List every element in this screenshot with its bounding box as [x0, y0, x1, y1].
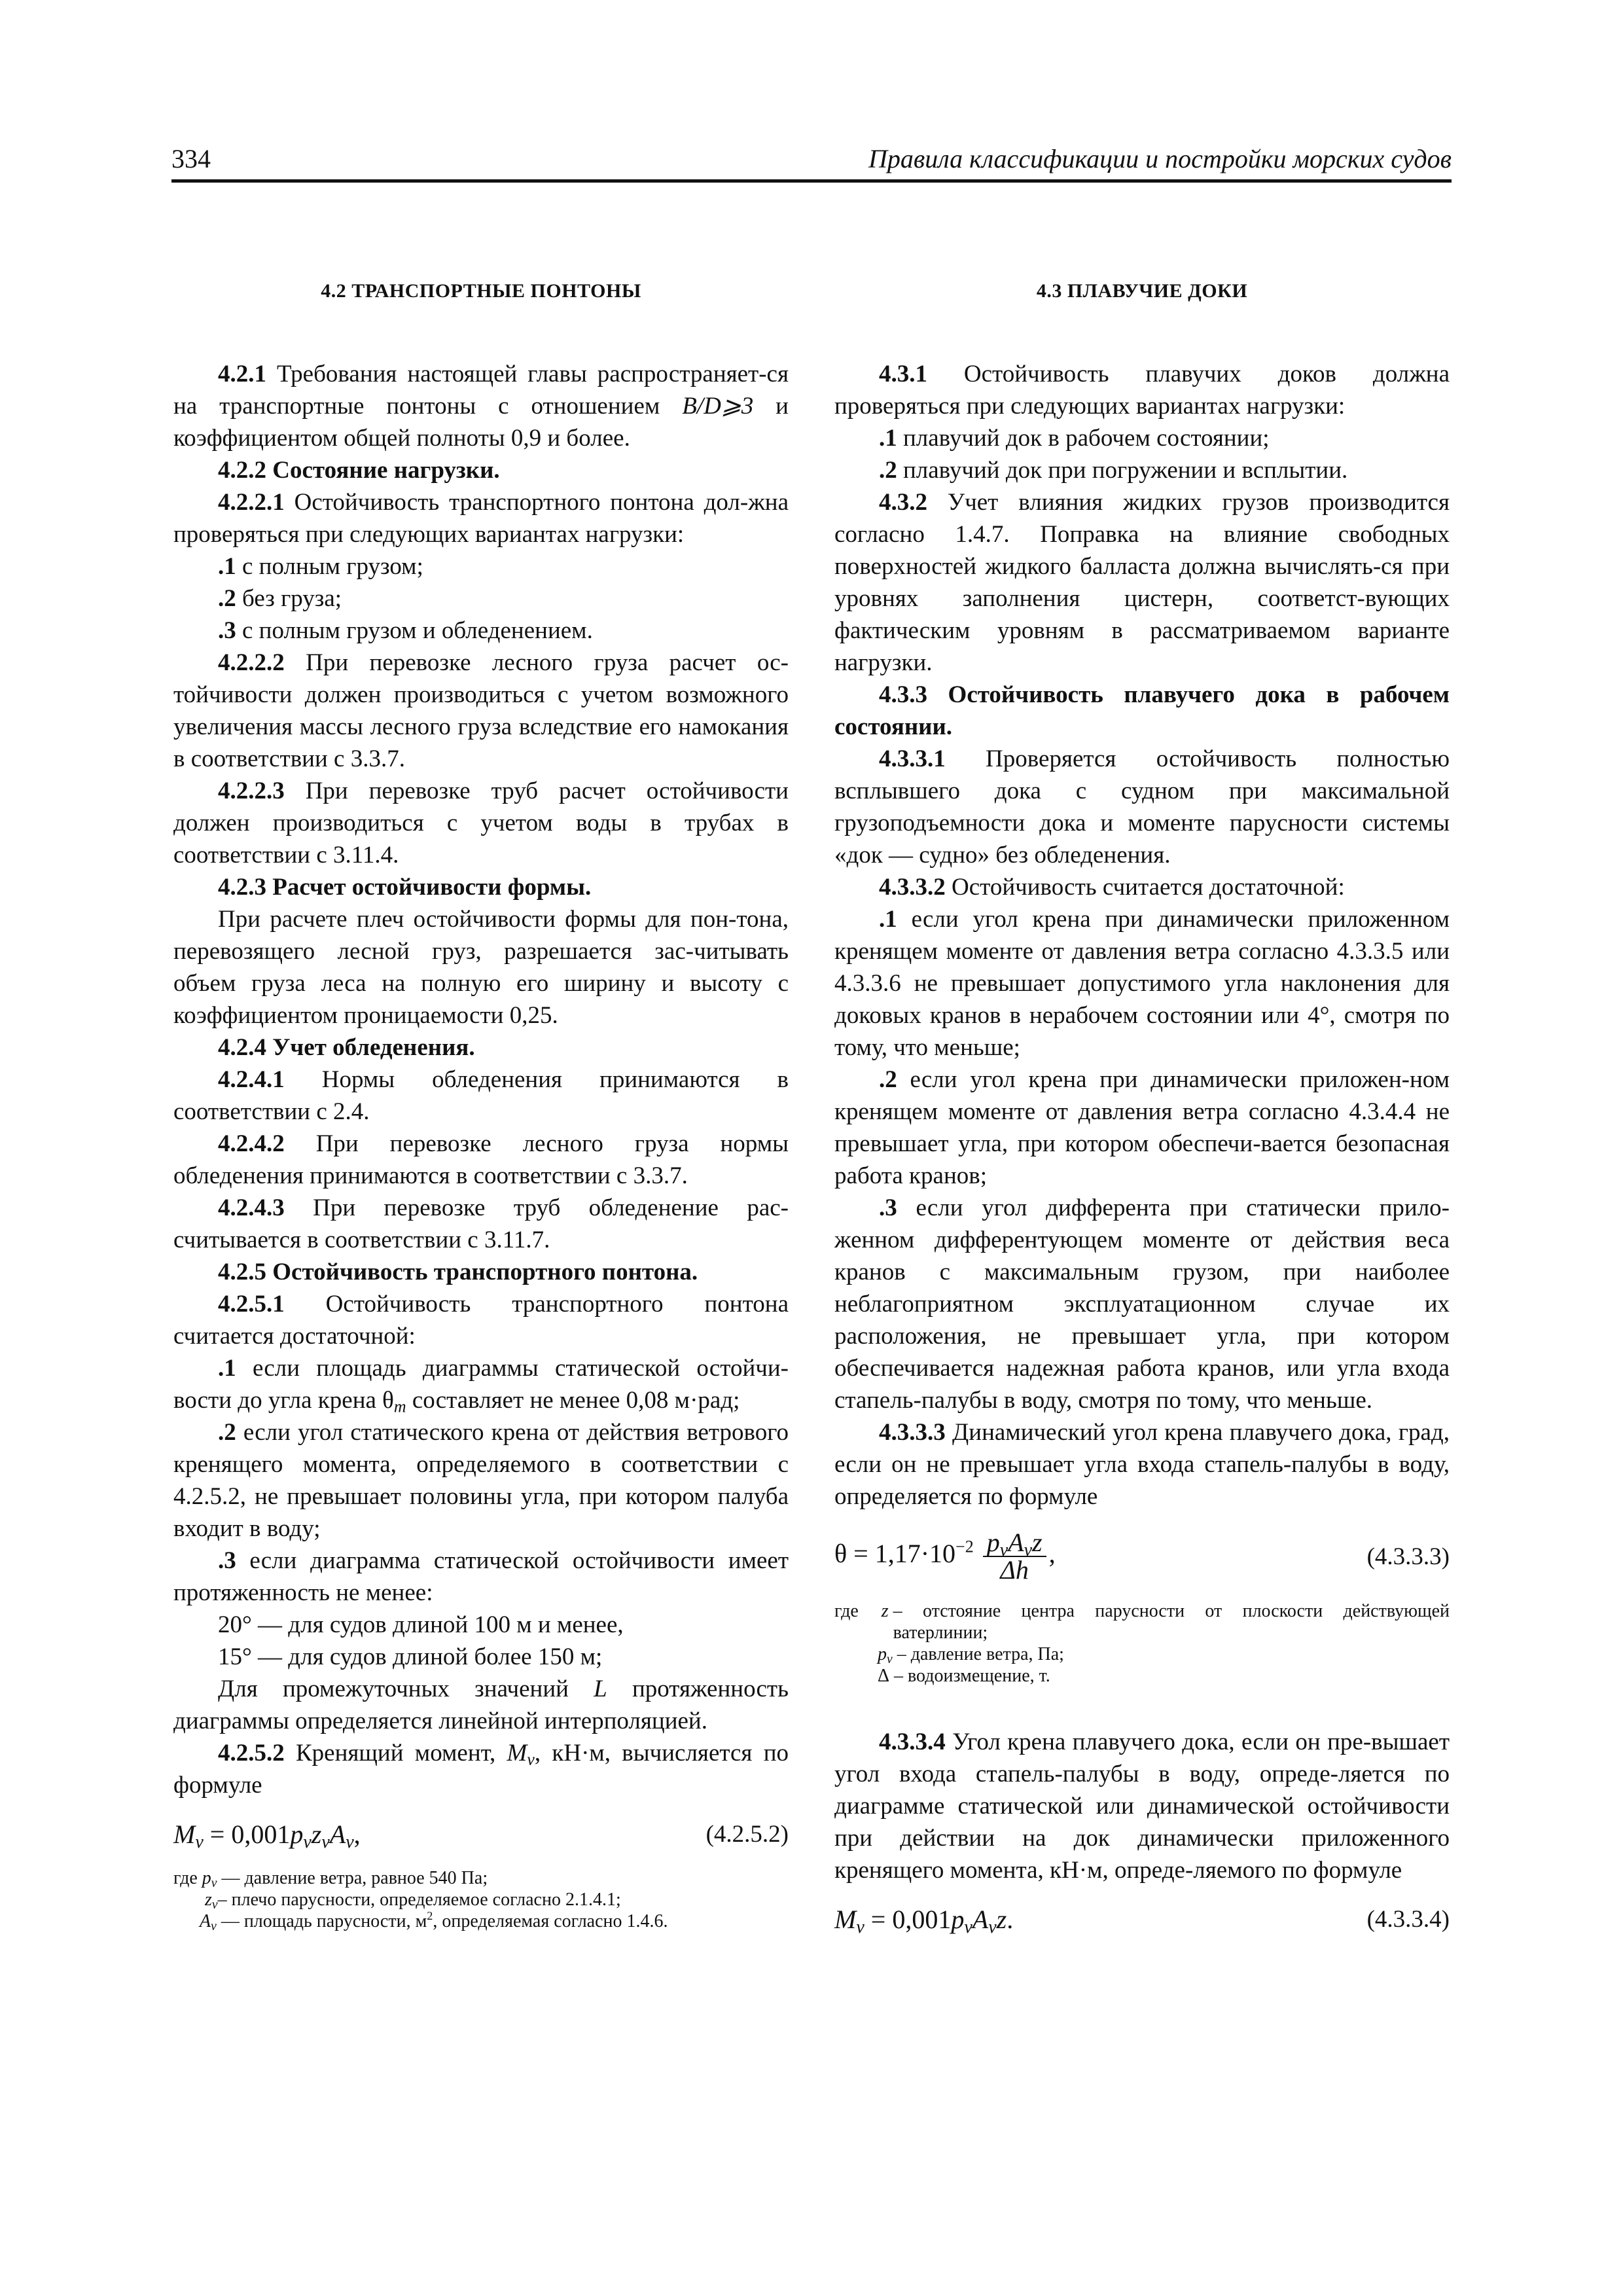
page-number: 334 [171, 144, 211, 173]
formula-legend-left: где $p_v$ — давление ветра, равное 540 Па; $z_v$ – плечо парусности, определяемое согласно 2.1.4.1; $A_v$ — площадь парусности, $м^2$, определяемая согласно 1.4.6. [173, 1868, 668, 1933]
para-4-3-2: 4.3.2 Учет влияния жидких грузов производится согласно 1.4.7. Поправка на влияние свободных поверхностей жидкого балласта должна вычислять-ся при уровнях заполнения цистерн, соответст-вующих фактическим уровням в рассматриваемом варианте нагрузки. [834, 489, 1450, 676]
para-4-3-3-2: 4.3.3.2 Остойчивость считается достаточной: [879, 874, 1345, 901]
formula-expression: $M_v = 0,001p_vz_vA_v$, [173, 1820, 361, 1852]
para-4-2-3: При расчете плеч остойчивости формы для пон-тона, перевозящего лесной груз, разрешается зас-читывать объем груза леса на полную его ширину и высоту с коэффициентом проницаемости 0,25. [173, 906, 789, 1029]
para-4-2-5-2: 4.2.5.2 Кренящий момент, $M_v$, кН·м, вычисляется по формуле [173, 1740, 789, 1799]
left-column [173, 275, 789, 1932]
criterion-1: .1 если площадь диаграммы статической остойчи-вости до угла крена $\theta_m$ составляет не менее 0,08 м·рад; [173, 1355, 789, 1416]
para-4-2-5-1: 4.2.5.1 Остойчивость транспортного понтона считается достаточной: [173, 1291, 789, 1350]
list-item-2: .2 плавучий док при погружении и всплытии. [879, 457, 1348, 484]
list-item-1: .1 плавучий док в рабочем состоянии; [879, 425, 1270, 452]
formula-4-3-3-3 [834, 1530, 1450, 1583]
running-title: Правила классификации и постройки морских судов [868, 144, 1452, 173]
formula-4-2-5-2 [173, 1818, 789, 1850]
para-4-2-1: 4.2.1 Требования настоящей главы распространяет-ся на транспортные понтоны с отношением B/D⩾3 и коэффициентом общей полноты 0,9 и более. [173, 361, 789, 452]
formula-number: (4.3.3.3) [1366, 1543, 1450, 1570]
para-4-3-1: 4.3.1 Остойчивость плавучих доков должна проверяться при следующих вариантах нагрузки: [834, 361, 1450, 420]
heading-4-2-4: 4.2.4 Учет обледенения. [218, 1034, 475, 1061]
page-header [171, 145, 1452, 183]
para-4-2-4-3: 4.2.4.3 При перевозке труб обледенение рас-считывается в соответствии с 3.11.7. [173, 1194, 789, 1253]
criterion-2: .2 если угол крена при динамически приложен-ном кренящем моменте от давления ветра согласно 4.3.4.4 не превышает угла, при котором обеспечи-вается безопасная работа кранов; [834, 1066, 1450, 1189]
section-title-4-3: 4.3 ПЛАВУЧИЕ ДОКИ [1036, 280, 1248, 302]
range-15: 15° — для судов длиной более 150 м; [218, 1643, 603, 1670]
interpolation-note: Для промежуточных значений L протяженность диаграммы определяется линейной интерполяцией. [173, 1676, 789, 1734]
formula-4-3-3-4 [834, 1903, 1450, 1935]
formula-fraction: $\frac{p_vA_vz}{\Delta h}$ [983, 1530, 1046, 1583]
heading-4-3-3: 4.3.3 Остойчивость плавучего дока в рабочем состоянии. [834, 681, 1450, 740]
para-4-3-3-3: 4.3.3.3 Динамический угол крена плавучего дока, град, если он не превышает угла входа стапель-палубы в воду, определяется по формуле [834, 1419, 1450, 1510]
para-4-3-3-1: 4.3.3.1 Проверяется остойчивость полностью всплывшего дока с судном при максимальной грузоподъемности дока и моменте парусности системы «док — судно» без обледенения. [834, 745, 1450, 869]
list-item-3: .3 с полным грузом и обледенением. [218, 617, 593, 644]
formula-expression: $\theta = 1,17\cdot 10^{-2}$ $\frac{p_vA_vz}{\Delta h}$ , [834, 1528, 1056, 1585]
heading-4-2-2: 4.2.2 Состояние нагрузки. [218, 457, 500, 484]
right-column [834, 275, 1450, 1952]
criterion-1: .1 если угол крена при динамически приложенном кренящем моменте от давления ветра согласно 4.3.3.5 или 4.3.3.6 не превышает допустимого угла наклонения для доковых кранов в нерабочем состоянии или 4°, смотря по тому, что меньше; [834, 906, 1450, 1061]
formula-expression: $M_v = 0,001p_vA_vz$. [834, 1905, 1014, 1937]
formula-legend-right: где z – отстояние центра парусности от плоскости действующей ватерлинии; $p_v$ – давление ветра, Па; Δ – водоизмещение, т. [834, 1601, 1450, 1686]
para-4-2-4-2: 4.2.4.2 При перевозке лесного груза нормы обледенения принимаются в соответствии с 3.3.7. [173, 1130, 789, 1189]
heading-4-2-5: 4.2.5 Остойчивость транспортного понтона. [218, 1259, 698, 1285]
list-item-2: .2 без груза; [218, 585, 342, 612]
section-title-4-2: 4.2 ТРАНСПОРТНЫЕ ПОНТОНЫ [321, 280, 641, 302]
para-4-3-3-4: 4.3.3.4 Угол крена плавучего дока, если он пре-вышает угол входа стапель-палубы в воду, опреде-ляется по диаграмме статической или динамической остойчивости при действии на док динамически приложенного кренящего момента, кН·м, опреде-ляемого по формуле [834, 1729, 1450, 1884]
heading-4-2-3: 4.2.3 Расчет остойчивости формы. [218, 874, 592, 901]
range-20: 20° — для судов длиной 100 м и менее, [218, 1611, 624, 1638]
criterion-2: .2 если угол статического крена от действия ветрового кренящего момента, определяемого в соответствии с 4.2.5.2, не превышает половины угла, при котором палуба входит в воду; [173, 1419, 789, 1542]
list-item-1: .1 с полным грузом; [218, 553, 423, 580]
formula-number: (4.3.3.4) [1366, 1906, 1450, 1933]
para-4-2-2-3: 4.2.2.3 При перевозке труб расчет остойчивости должен производиться с учетом воды в трубах в соответствии с 3.11.4. [173, 778, 789, 869]
para-4-2-2-1: 4.2.2.1 Остойчивость транспортного понтона дол-жна проверяться при следующих вариантах нагрузки: [173, 489, 789, 548]
para-4-2-4-1: 4.2.4.1 Нормы обледенения принимаются в соответствии с 2.4. [173, 1066, 789, 1125]
para-4-2-2-2: 4.2.2.2 При перевозке лесного груза расчет ос-тойчивости должен производиться с учетом возможного увеличения массы лесного груза вследствие его намокания в соответствии с 3.3.7. [173, 649, 789, 772]
criterion-3: .3 если угол дифферента при статически прило-женном дифферентующем моменте от действия веса кранов с максимальным грузом, при наиболее неблагоприятном эксплуатационном случае их расположения, не превышает угла, при котором обеспечивается надежная работа кранов, или угла входа стапель-палубы в воду, смотря по тому, что меньше. [834, 1194, 1450, 1414]
formula-number: (4.2.5.2) [705, 1821, 789, 1848]
criterion-3: .3 если диаграмма статической остойчивости имеет протяженность не менее: [173, 1547, 789, 1606]
